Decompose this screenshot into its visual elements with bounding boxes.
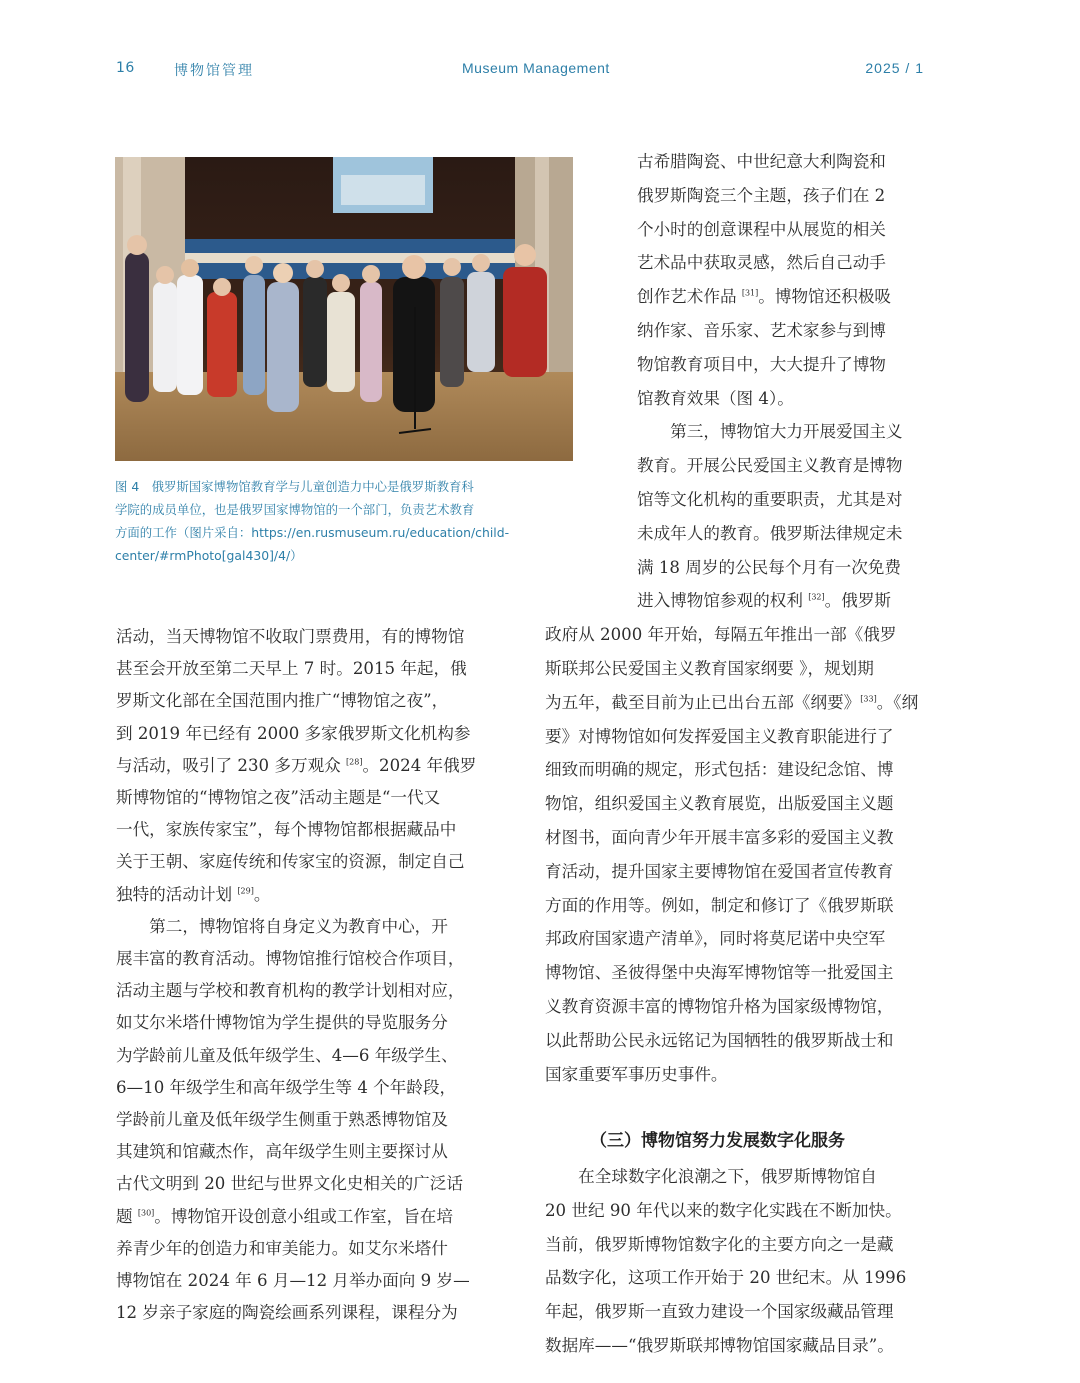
text-line: 其建筑和馆藏杰作，高年级学生则主要探讨从 <box>116 1142 448 1162</box>
caption-line: 方面的工作（图片采自：https://en.rusmuseum.ru/education/child- <box>115 525 510 540</box>
page-number: 16 <box>116 60 135 76</box>
text-line: 满 18 周岁的公民每个月有一次免费 <box>637 557 901 577</box>
text-line: 题 [30]。博物馆开设创意小组或工作室，旨在培 <box>116 1206 453 1226</box>
text-line: 6—10 年级学生和高年级学生等 4 个年龄段， <box>116 1077 457 1097</box>
text-line: 创作艺术作品 [31]。博物馆还积极吸 <box>637 287 892 307</box>
journal-title-cn: 博物馆管理 <box>174 63 254 79</box>
text-line: 古希腊陶瓷、中世纪意大利陶瓷和 <box>637 152 886 171</box>
text-line: 学龄前儿童及低年级学生侧重于熟悉博物馆及 <box>116 1110 448 1129</box>
text-line: 进入博物馆参观的权利 [32]。俄罗斯 <box>637 591 892 611</box>
text-line: 教育。开展公民爱国主义教育是博物 <box>637 456 903 476</box>
caption-line: 学院的成员单位，也是俄罗国家博物馆的一个部门，负责艺术教育 <box>115 502 475 517</box>
text-line: 展丰富的教育活动。博物馆推行馆校合作项目， <box>116 949 465 968</box>
issue-label: 2025 / 1 <box>865 60 924 76</box>
text-line: 第三，博物馆大力开展爱国主义 <box>637 422 903 442</box>
text-line: 义教育资源丰富的博物馆升格为国家级博物馆， <box>545 997 894 1016</box>
caption-line: center/#rmPhoto[gal430]/4/） <box>115 548 303 563</box>
text-line: 以此帮助公民永远铭记为国牺牲的俄罗斯战士和 <box>545 1030 894 1050</box>
text-line: 活动主题与学校和教育机构的教学计划相对应， <box>116 981 465 1001</box>
text-line: 育活动，提升国家主要博物馆在爱国者宣传教育 <box>545 861 894 881</box>
text-line: 政府从 2000 年开始，每隔五年推出一部《俄罗 <box>545 625 897 645</box>
text-line: 细致而明确的规定，形式包括：建设纪念馆、博 <box>545 760 894 780</box>
text-line: 关于王朝、家庭传统和传家宝的资源，制定自己 <box>116 852 465 872</box>
text-line: 甚至会开放至第二天早上 7 时。2015 年起，俄 <box>116 659 467 679</box>
text-line: 俄罗斯陶瓷三个主题，孩子们在 2 <box>637 185 886 205</box>
journal-title-en: Museum Management <box>462 60 610 76</box>
figure-photo <box>115 157 573 461</box>
text-line: 艺术品中获取灵感，然后自己动手 <box>637 253 886 273</box>
text-line: 活动，当天博物馆不收取门票费用，有的博物馆 <box>116 627 465 646</box>
text-line: 20 世纪 90 年代以来的数字化实践在不断加快。 <box>545 1200 902 1220</box>
text-line: 馆教育效果（图 4）。 <box>637 388 794 408</box>
text-line: 博物馆在 2024 年 6 月—12 月举办面向 9 岁— <box>116 1271 470 1290</box>
text-line: 与活动，吸引了 230 多万观众 [28]。2024 年俄罗 <box>116 755 477 775</box>
text-line: 物馆教育项目中，大大提升了博物 <box>637 354 886 374</box>
text-line: 馆等文化机构的重要职责，尤其是对 <box>637 490 903 509</box>
figure-caption <box>115 475 577 567</box>
text-line: 未成年人的教育。俄罗斯法律规定未 <box>637 523 903 543</box>
text-line: 当前，俄罗斯博物馆数字化的主要方向之一是藏 <box>545 1234 894 1254</box>
text-line: 年起，俄罗斯一直致力建设一个国家级藏品管理 <box>545 1302 894 1322</box>
text-line: 物馆，组织爱国主义教育展览，出版爱国主义题 <box>545 794 894 814</box>
text-line: 养青少年的创造力和审美能力。如艾尔米塔什 <box>116 1238 448 1258</box>
section-heading: （三）博物馆努力发展数字化服务 <box>590 1131 845 1151</box>
text-line: 斯博物馆的“博物馆之夜”活动主题是“一代又 <box>116 788 441 807</box>
text-line: 为五年，截至目前为止已出台五部《纲要》[33]。《纲 <box>545 692 919 712</box>
text-line: 斯联邦公民爱国主义教育国家纲要 》，规划期 <box>545 659 874 678</box>
text-line: 罗斯文化部在全国范围内推广“博物馆之夜”， <box>116 691 449 711</box>
text-line: 要》对博物馆如何发挥爱国主义教育职能进行了 <box>545 726 894 746</box>
text-line: 数据库——“俄罗斯联邦博物馆国家藏品目录”。 <box>545 1336 894 1355</box>
text-line: 为学龄前儿童及低年级学生、4—6 年级学生、 <box>116 1045 458 1065</box>
caption-line: 图 4 俄罗斯国家博物馆教育学与儿童创造力中心是俄罗斯教育科 <box>115 479 474 494</box>
text-line: 如艾尔米塔什博物馆为学生提供的导览服务分 <box>116 1013 448 1033</box>
text-line: 纳作家、音乐家、艺术家参与到博 <box>637 321 886 340</box>
text-line: 国家重要军事历史事件。 <box>545 1064 728 1084</box>
text-line: 方面的作用等。例如，制定和修订了《俄罗斯联 <box>545 895 894 915</box>
text-line: 一代，家族传家宝”，每个博物馆都根据藏品中 <box>116 820 457 840</box>
text-line: 12 岁亲子家庭的陶瓷绘画系列课程，课程分为 <box>116 1303 458 1323</box>
text-line: 古代文明到 20 世纪与世界文化史相关的广泛话 <box>116 1174 463 1194</box>
text-line: 博物馆、圣彼得堡中央海军博物馆等一批爱国主 <box>545 963 894 983</box>
text-line: 在全球数字化浪潮之下，俄罗斯博物馆自 <box>545 1167 877 1186</box>
text-line: 品数字化，这项工作开始于 20 世纪末。从 1996 <box>545 1268 907 1288</box>
text-line: 到 2019 年已经有 2000 多家俄罗斯文化机构参 <box>116 723 471 743</box>
text-line: 个小时的创意课程中从展览的相关 <box>637 219 886 239</box>
text-line: 独特的活动计划 [29]。 <box>116 884 271 904</box>
text-line: 第二，博物馆将自身定义为教育中心，开 <box>116 916 448 936</box>
text-line: 材图书，面向青少年开展丰富多彩的爱国主义教 <box>545 828 894 847</box>
text-line: 邦政府国家遗产清单》，同时将莫尼诺中央空军 <box>545 929 886 949</box>
